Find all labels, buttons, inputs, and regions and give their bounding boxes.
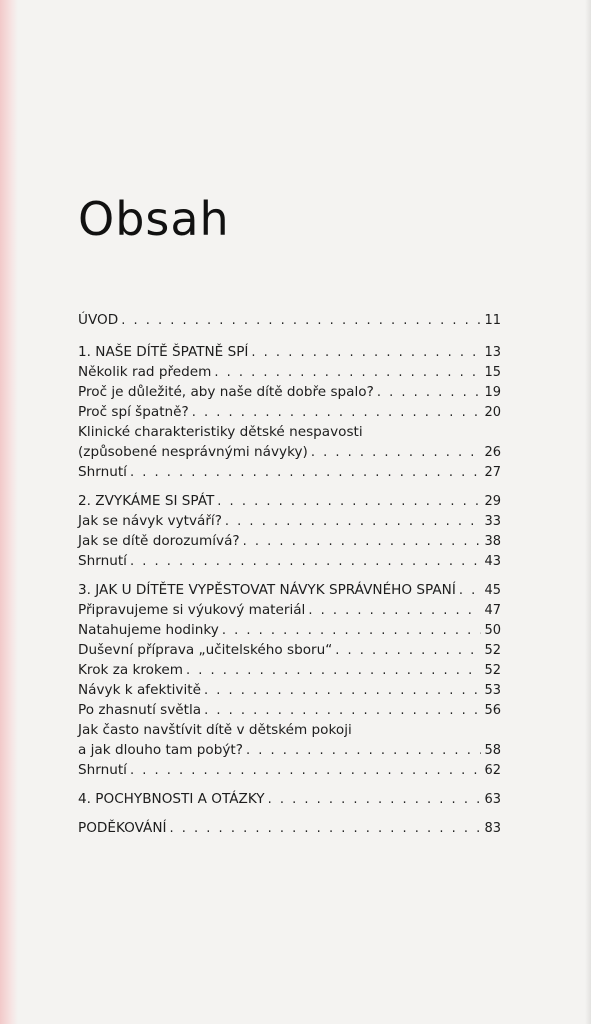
toc-entry[interactable]: [78, 660, 501, 680]
page-edge: [0, 0, 18, 1024]
toc-entry-page: 47: [484, 603, 501, 618]
toc-entry-label: Shrnutí: [78, 553, 127, 569]
toc-entry-page: 63: [484, 792, 501, 807]
dot-leader: [204, 701, 481, 721]
toc-chapter-entry[interactable]: [78, 580, 501, 600]
toc-entry-page: 83: [484, 821, 501, 836]
page-gutter-shadow: [585, 0, 591, 1024]
section-gap: [78, 571, 501, 580]
toc-entry-page: 45: [484, 583, 501, 598]
toc-entry-page: 27: [484, 465, 501, 480]
toc-entry-page: 33: [484, 514, 501, 529]
toc-entry-page: 53: [484, 683, 501, 698]
toc-entry-label: 1. NAŠE DÍTĚ ŠPATNĚ SPÍ: [78, 344, 249, 360]
toc-entry-label: Proč je důležité, aby naše dítě dobře spalo?: [78, 384, 374, 400]
toc-entry-label: Natahujeme hodinky: [78, 622, 219, 638]
toc-entry[interactable]: [78, 511, 501, 531]
toc-chapter-entry[interactable]: [78, 342, 501, 362]
section-gap: [78, 482, 501, 491]
toc-entry-page: 43: [484, 554, 501, 569]
toc-entry[interactable]: [78, 680, 501, 700]
dot-leader: [170, 819, 482, 839]
toc-entry-label: a jak dlouho tam pobýt?: [78, 742, 243, 758]
toc-entry-page: 58: [484, 743, 501, 758]
toc-entry-page: 15: [484, 365, 501, 380]
dot-leader: [130, 552, 482, 572]
toc-entry-line[interactable]: [78, 720, 501, 740]
toc-entry-label: Několik rad předem: [78, 364, 212, 380]
toc-entry[interactable]: [78, 382, 501, 402]
toc-entry[interactable]: [78, 640, 501, 660]
toc-entry-label: Klinické charakteristiky dětské nespavosti: [78, 424, 363, 440]
toc-entry-page: 11: [484, 313, 501, 328]
dot-leader: [308, 601, 481, 621]
toc-entry[interactable]: [78, 740, 501, 760]
toc-entry-page: 20: [484, 405, 501, 420]
toc-entry[interactable]: [78, 442, 501, 462]
dot-leader: [214, 363, 481, 383]
toc-entry[interactable]: [78, 551, 501, 571]
toc-entry-page: 38: [484, 534, 501, 549]
toc-entry[interactable]: [78, 700, 501, 720]
dot-leader: [130, 761, 482, 781]
toc-entry[interactable]: [78, 310, 501, 330]
toc-entry-label: Shrnutí: [78, 464, 127, 480]
dot-leader: [268, 790, 482, 810]
toc-entry-label: ÚVOD: [78, 312, 119, 328]
section-gap: [78, 780, 501, 789]
dot-leader: [121, 311, 481, 331]
toc-entry-label: Jak často navštívit dítě v dětském pokoji: [78, 722, 352, 738]
toc-entry-line[interactable]: [78, 422, 501, 442]
page-title: Obsah: [78, 192, 230, 246]
toc-entry-label: 4. POCHYBNOSTI A OTÁZKY: [78, 791, 265, 807]
toc-entry-label: Jak se dítě dorozumívá?: [78, 533, 240, 549]
toc-entry-label: Připravujeme si výukový materiál: [78, 602, 306, 618]
section-gap: [78, 809, 501, 818]
toc-entry-page: 29: [484, 494, 501, 509]
toc-entry-page: 13: [484, 345, 501, 360]
dot-leader: [251, 343, 481, 363]
toc-entry-label: PODĚKOVÁNÍ: [78, 820, 167, 836]
toc-entry-label: 3. JAK U DÍTĚTE VYPĚSTOVAT NÁVYK SPRÁVNÉHO SPANÍ: [78, 582, 456, 598]
toc-entry-label: Proč spí špatně?: [78, 404, 189, 420]
toc-entry-page: 52: [484, 663, 501, 678]
dot-leader: [217, 492, 481, 512]
table-of-contents: [78, 310, 501, 838]
section-gap: [78, 330, 501, 342]
toc-entry-label: Krok za krokem: [78, 662, 183, 678]
dot-leader: [204, 681, 482, 701]
toc-entry-label: Duševní příprava „učitelského sboru“: [78, 642, 333, 658]
toc-chapter-entry[interactable]: [78, 789, 501, 809]
toc-entry-page: 56: [484, 703, 501, 718]
toc-entry-page: 62: [484, 763, 501, 778]
toc-entry[interactable]: [78, 531, 501, 551]
toc-entry[interactable]: [78, 462, 501, 482]
dot-leader: [222, 621, 482, 641]
dot-leader: [459, 581, 482, 601]
dot-leader: [225, 512, 482, 532]
toc-entry-page: 26: [484, 445, 501, 460]
toc-entry[interactable]: [78, 362, 501, 382]
toc-entry-page: 50: [484, 623, 501, 638]
toc-entry-label: (způsobené nesprávnými návyky): [78, 444, 308, 460]
toc-entry-page: 19: [484, 385, 501, 400]
dot-leader: [311, 443, 482, 463]
toc-entry-label: 2. ZVYKÁME SI SPÁT: [78, 493, 215, 509]
toc-entry-page: 52: [484, 643, 501, 658]
dot-leader: [335, 641, 481, 661]
toc-entry[interactable]: [78, 620, 501, 640]
dot-leader: [186, 661, 481, 681]
toc-entry[interactable]: [78, 760, 501, 780]
toc-entry-label: Shrnutí: [78, 762, 127, 778]
toc-entry[interactable]: [78, 600, 501, 620]
dot-leader: [377, 383, 482, 403]
dot-leader: [192, 403, 482, 423]
toc-entry-label: Jak se návyk vytváří?: [78, 513, 222, 529]
dot-leader: [243, 532, 482, 552]
dot-leader: [130, 463, 482, 483]
toc-entry-label: Návyk k afektivitě: [78, 682, 201, 698]
toc-entry[interactable]: [78, 402, 501, 422]
toc-entry-label: Po zhasnutí světla: [78, 702, 202, 718]
dot-leader: [246, 741, 482, 761]
toc-chapter-entry[interactable]: [78, 491, 501, 511]
toc-entry[interactable]: [78, 818, 501, 838]
